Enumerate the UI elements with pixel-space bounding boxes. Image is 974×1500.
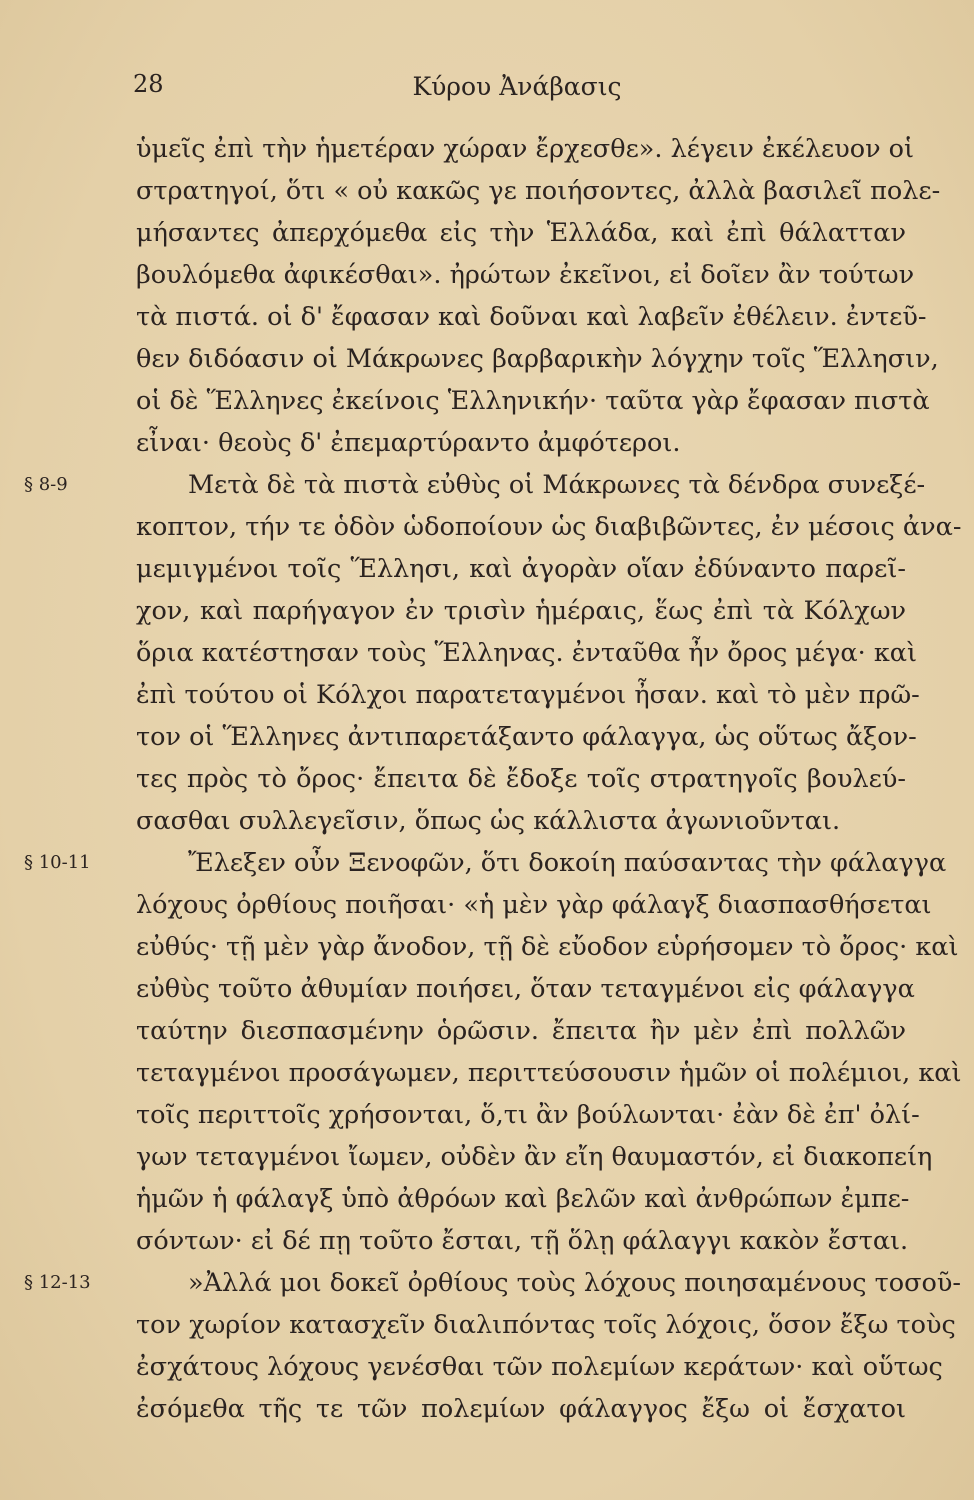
text-line: ταύτην διεσπασμένην ὁρῶσιν. ἔπειτα ἢν μὲν ἐπὶ πολλῶν	[136, 1016, 906, 1046]
text-line: μήσαντες ἀπερχόμεθα εἰς τὴν Ἑλλάδα, καὶ ἐπὶ θάλατταν	[136, 218, 906, 248]
text-line: ἐσχάτους λόχους γενέσθαι τῶν πολεμίων κεράτων· καὶ οὕτως	[136, 1352, 943, 1382]
text-line: χον, καὶ παρήγαγον ἐν τρισὶν ἡμέραις, ἕως ἐπὶ τὰ Κόλχων	[136, 596, 906, 626]
text-line: τὰ πιστά. οἱ δ' ἔφασαν καὶ δοῦναι καὶ λαβεῖν ἐθέλειν. ἐντεῦ-	[136, 302, 927, 332]
text-line: μεμιγμένοι τοῖς Ἕλλησι, καὶ ἀγορὰν οἵαν ἐδύναντο παρεῖ-	[136, 554, 906, 584]
text-line: εὐθύς· τῇ μὲν γὰρ ἄνοδον, τῇ δὲ εὔοδον εὑρήσομεν τὸ ὄρος· καὶ	[136, 932, 959, 962]
text-line: τον χωρίον κατασχεῖν διαλιπόντας τοῖς λόχοις, ὅσον ἔξω τοὺς	[136, 1310, 956, 1340]
text-line: βουλόμεθα ἀφικέσθαι». ἠρώτων ἐκεῖνοι, εἰ δοῖεν ἂν τούτων	[136, 260, 915, 290]
text-line: εἶναι· θεοὺς δ' ἐπεμαρτύραντο ἀμφότεροι.	[136, 428, 681, 458]
text-line: σόντων· εἰ δέ πῃ τοῦτο ἔσται, τῇ ὅλῃ φάλαγγι κακὸν ἔσται.	[136, 1226, 909, 1256]
text-line: τοῖς περιττοῖς χρήσονται, ὅ,τι ἂν βούλωνται· ἐὰν δὲ ἐπ' ὀλί-	[136, 1100, 920, 1130]
text-line: τον οἱ Ἕλληνες ἀντιπαρετάξαντο φάλαγγα, ὡς οὕτως ἄξον-	[136, 722, 917, 752]
text-line: ἡμῶν ἡ φάλαγξ ὑπὸ ἀθρόων καὶ βελῶν καὶ ἀνθρώπων ἐμπε-	[136, 1184, 910, 1214]
page-number: 28	[133, 70, 164, 98]
text-line: ἐπὶ τούτου οἱ Κόλχοι παρατεταγμένοι ἦσαν. καὶ τὸ μὲν πρῶ-	[136, 680, 920, 710]
text-line: Ἔλεξεν οὖν Ξενοφῶν, ὅτι δοκοίη παύσαντας τὴν φάλαγγα	[188, 848, 947, 878]
section-reference: § 12-13	[24, 1272, 91, 1293]
page-header	[0, 70, 974, 110]
text-line: »Ἀλλά μοι δοκεῖ ὀρθίους τοὺς λόχους ποιησαμένους τοσοῦ-	[188, 1268, 962, 1298]
text-line: γων τεταγμένοι ἴωμεν, οὐδὲν ἂν εἴη θαυμαστόν, εἰ διακοπείη	[136, 1142, 933, 1172]
text-line: τεταγμένοι προσάγωμεν, περιττεύσουσιν ἡμῶν οἱ πολέμιοι, καὶ	[136, 1058, 962, 1088]
text-line: ὑμεῖς ἐπὶ τὴν ἡμετέραν χώραν ἔρχεσθε». λέγειν ἐκέλευον οἱ	[136, 134, 915, 164]
text-line: εὐθὺς τοῦτο ἀθυμίαν ποιήσει, ὅταν τεταγμένοι εἰς φάλαγγα	[136, 974, 915, 1004]
text-line: σασθαι συλλεγεῖσιν, ὅπως ὡς κάλλιστα ἀγωνιοῦνται.	[136, 806, 841, 836]
text-line: στρατηγοί, ὅτι « οὐ κακῶς γε ποιήσοντες, ἀλλὰ βασιλεῖ πολε-	[136, 176, 941, 206]
text-line: οἱ δὲ Ἕλληνες ἐκείνοις Ἑλληνικήν· ταῦτα γὰρ ἔφασαν πιστὰ	[136, 386, 930, 416]
text-line: τες πρὸς τὸ ὄρος· ἔπειτα δὲ ἔδοξε τοῖς στρατηγοῖς βουλεύ-	[136, 764, 906, 794]
text-line: ἐσόμεθα τῆς τε τῶν πολεμίων φάλαγγος ἔξω οἱ ἔσχατοι	[136, 1394, 906, 1424]
text-line: ὅρια κατέστησαν τοὺς Ἕλληνας. ἐνταῦθα ἦν ὄρος μέγα· καὶ	[136, 638, 917, 668]
running-title: Κύρου Ἀνάβασις	[412, 72, 622, 101]
text-line: θεν διδόασιν οἱ Μάκρωνες βαρβαρικὴν λόγχην τοῖς Ἕλλησιν,	[136, 344, 939, 374]
section-reference: § 10-11	[24, 852, 91, 873]
text-line: λόχους ὀρθίους ποιῆσαι· «ἡ μὲν γὰρ φάλαγξ διασπασθήσεται	[136, 890, 932, 920]
text-line: κοπτον, τήν τε ὁδὸν ὡδοποίουν ὡς διαβιβῶντες, ἐν μέσοις ἀνα-	[136, 512, 962, 542]
text-line: Μετὰ δὲ τὰ πιστὰ εὐθὺς οἱ Μάκρωνες τὰ δένδρα συνεξέ-	[188, 470, 926, 500]
section-reference: § 8-9	[24, 474, 68, 495]
